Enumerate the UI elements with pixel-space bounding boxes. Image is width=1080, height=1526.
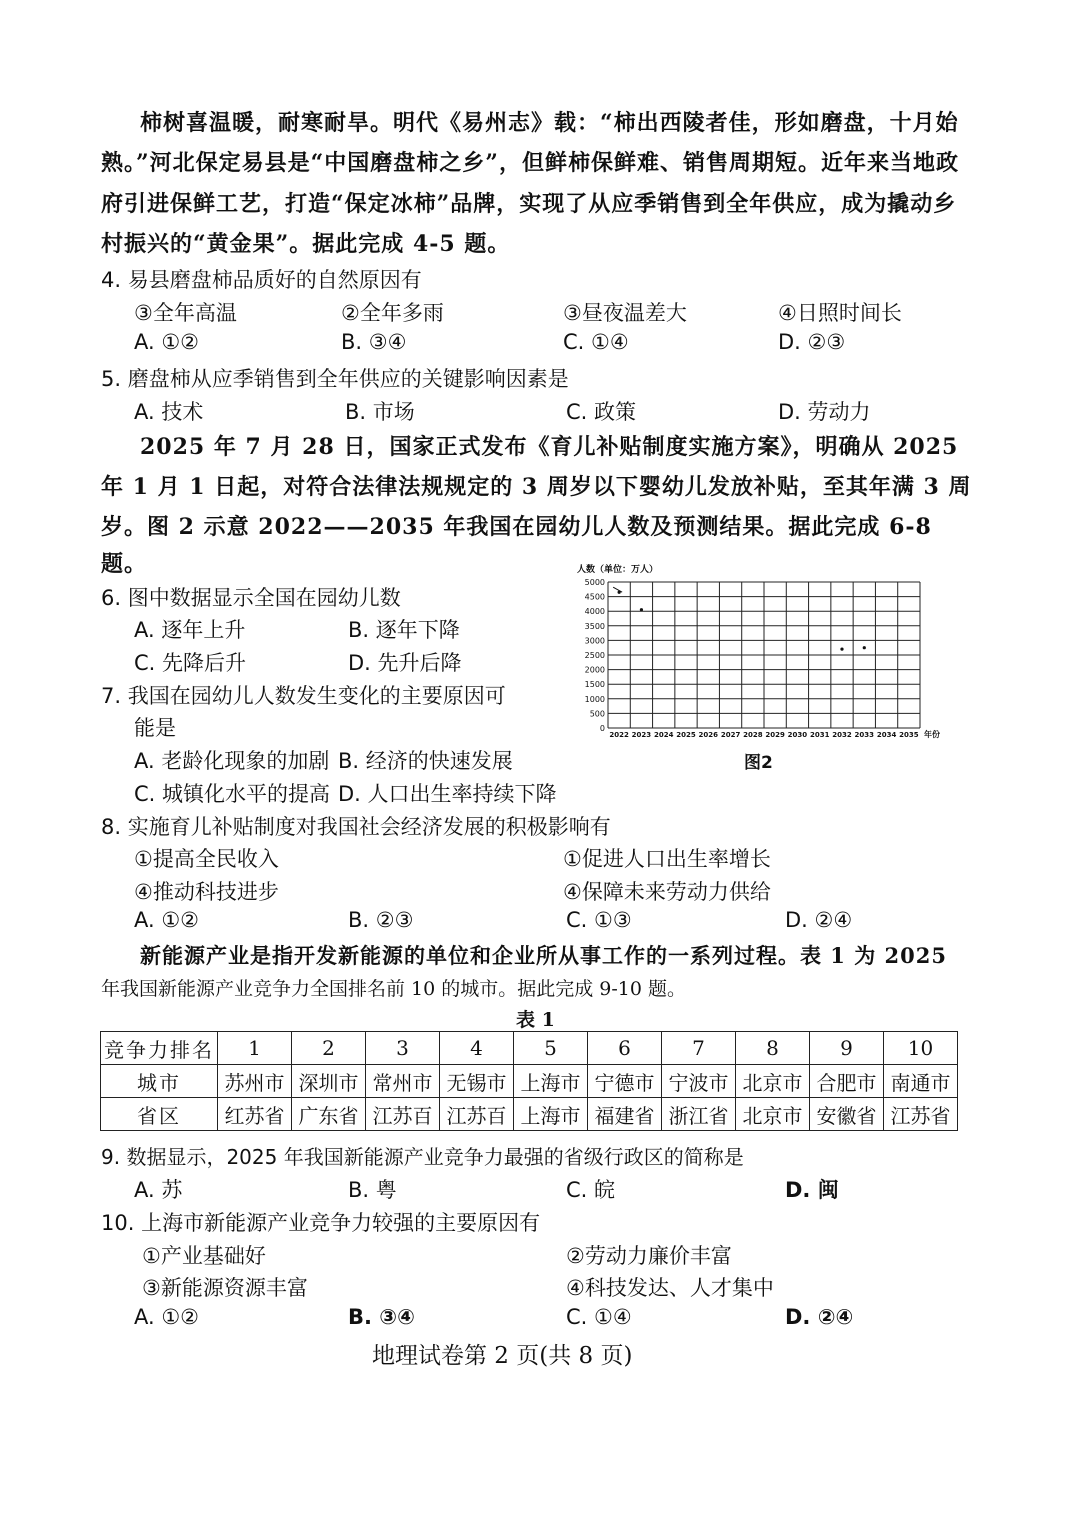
q8-option-d[interactable]: D. ②④ — [785, 908, 853, 932]
chart-x-tick: 2032 — [832, 731, 852, 739]
chart-point — [863, 646, 866, 649]
chart-y-tick: 4500 — [584, 592, 605, 602]
table1-province-row — [101, 1098, 958, 1131]
chart-y-tick: 5000 — [584, 578, 605, 587]
table1-cell: 浙江省 — [662, 1098, 736, 1131]
chart-y-tick: 4000 — [584, 607, 605, 617]
q9-option-d[interactable]: D. 闽 — [785, 1178, 839, 1202]
chart-x-tick: 2024 — [653, 731, 674, 739]
q8-item-1: ①提高全民收入 — [134, 847, 279, 871]
table1 — [100, 1031, 958, 1131]
chart-y-tick: 1500 — [584, 680, 605, 690]
passage2-line1: 2025 年 7 月 28 日，国家正式发布《育儿补贴制度实施方案》，明确从 2025 — [140, 434, 959, 460]
table1-cell: 10 — [884, 1032, 958, 1065]
table1-cell: 南通市 — [884, 1065, 958, 1098]
table1-cell: 红苏省 — [218, 1098, 292, 1131]
table1-rank-row — [101, 1032, 958, 1065]
table1-cell: 北京市 — [736, 1065, 810, 1098]
table1-cell: 5 — [514, 1032, 588, 1065]
table1-city-header: 城市 — [101, 1065, 218, 1098]
chart-x-tick: 2023 — [631, 731, 652, 739]
passage2-line2: 年 1 月 1 日起，对符合法律法规规定的 3 周岁以下婴幼儿发放补贴，至其年满 3 周 — [101, 474, 972, 500]
passage3-line2: 年我国新能源产业竞争力全国排名前 10 的城市。据此完成 9-10 题。 — [101, 978, 687, 1000]
q9-option-b[interactable]: B. 粤 — [348, 1178, 397, 1202]
table1-cell: 江苏百 — [440, 1098, 514, 1131]
chart-y-tick: 2500 — [584, 651, 605, 660]
table1-cell: 宁德市 — [588, 1065, 662, 1098]
q5-option-d[interactable]: D. 劳动力 — [778, 400, 871, 424]
q4-item-4: ④日照时间长 — [778, 301, 902, 325]
chart-y-tick: 500 — [589, 709, 605, 719]
q8-item-3: ④推动科技进步 — [134, 880, 279, 904]
table1-cell: 广东省 — [292, 1098, 366, 1131]
chart-x-tick: 2033 — [854, 731, 875, 739]
q6-option-a[interactable]: A. 逐年上升 — [134, 618, 246, 642]
q6-option-b[interactable]: B. 逐年下降 — [348, 618, 460, 642]
table1-cell: 宁波市 — [662, 1065, 736, 1098]
q4-stem: 4. 易县磨盘柿品质好的自然原因有 — [101, 268, 422, 292]
chart-x-tick: 2031 — [809, 731, 830, 739]
q7-option-a[interactable]: A. 老龄化现象的加剧 — [134, 749, 330, 773]
table1-cell: 1 — [218, 1032, 292, 1065]
q5-option-a[interactable]: A. 技术 — [134, 400, 204, 424]
passage3-line1: 新能源产业是指开发新能源的单位和企业所从事工作的一系列过程。表 1 为 2025 — [140, 943, 947, 968]
chart-x-tick: 2022 — [609, 731, 629, 739]
table1-cell: 无锡市 — [440, 1065, 514, 1098]
chart-point — [840, 648, 843, 651]
chart-y-tick: 0 — [599, 724, 605, 733]
q6-option-d[interactable]: D. 先升后降 — [348, 651, 462, 675]
table1-cell: 江苏省 — [884, 1098, 958, 1131]
table1-cell: 2 — [292, 1032, 366, 1065]
chart-x-tick: 2028 — [743, 731, 763, 739]
chart-x-tick: 2029 — [765, 731, 785, 739]
chart-y-label: 人数（单位：万人） — [577, 565, 659, 575]
table1-cell: 上海市 — [514, 1065, 588, 1098]
chart-y-tick: 3000 — [584, 636, 605, 646]
table1-city-row — [101, 1065, 958, 1098]
q4-option-a[interactable]: A. ①② — [134, 330, 199, 354]
table1-cell: 3 — [366, 1032, 440, 1065]
q9-option-c[interactable]: C. 皖 — [566, 1178, 616, 1202]
q8-option-c[interactable]: C. ①③ — [566, 908, 632, 932]
chart-x-tick: 2034 — [876, 731, 897, 739]
passage1-line1: 柿树喜温暖，耐寒耐旱。明代《易州志》载：“柿出西陵者佳，形如磨盘，十月始 — [140, 110, 959, 136]
q7-option-c[interactable]: C. 城镇化水平的提高 — [134, 782, 331, 806]
q8-option-a[interactable]: A. ①② — [134, 908, 199, 932]
q6-option-c[interactable]: C. 先降后升 — [134, 651, 247, 675]
chart-x-tick: 2027 — [720, 731, 741, 739]
q8-item-2: ①促进人口出生率增长 — [563, 847, 771, 871]
q4-item-3: ③昼夜温差大 — [563, 301, 687, 325]
q10-stem: 10. 上海市新能源产业竞争力较强的主要原因有 — [101, 1211, 541, 1235]
q5-option-b[interactable]: B. 市场 — [345, 400, 415, 424]
q4-option-c[interactable]: C. ①④ — [563, 330, 629, 354]
table1-cell: 合肥市 — [810, 1065, 884, 1098]
q10-option-b[interactable]: B. ③④ — [348, 1305, 415, 1329]
q10-item-3: ③新能源资源丰富 — [142, 1276, 308, 1300]
q5-stem: 5. 磨盘柿从应季销售到全年供应的关键影响因素是 — [101, 367, 569, 391]
q4-item-2: ②全年多雨 — [341, 301, 444, 325]
q10-item-1: ①产业基础好 — [142, 1244, 266, 1268]
q7-option-b[interactable]: B. 经济的快速发展 — [338, 749, 513, 773]
page-footer: 地理试卷第 2 页(共 8 页) — [372, 1343, 633, 1369]
passage1-line3: 府引进保鲜工艺，打造“保定冰柿”品牌，实现了从应季销售到全年供应，成为撬动乡 — [101, 191, 957, 217]
passage1-line4: 村振兴的“黄金果”。据此完成 4-5 题。 — [101, 231, 511, 257]
table1-cell: 福建省 — [588, 1098, 662, 1131]
q4-option-b[interactable]: B. ③④ — [341, 330, 407, 354]
q5-option-c[interactable]: C. 政策 — [566, 400, 637, 424]
chart-pointer-mark — [613, 587, 622, 592]
table1-cell: 苏州市 — [218, 1065, 292, 1098]
table1-province-header: 省区 — [101, 1098, 218, 1131]
chart-x-tick: 2025 — [676, 731, 696, 739]
chart-x-tick: 2035 — [899, 731, 919, 739]
table1-title: 表 1 — [516, 1009, 555, 1031]
q10-option-a[interactable]: A. ①② — [134, 1305, 199, 1329]
chart-y-tick: 3500 — [584, 621, 605, 631]
table1-cell: 深圳市 — [292, 1065, 366, 1098]
q4-option-d[interactable]: D. ②③ — [778, 330, 846, 354]
population-chart — [575, 560, 955, 745]
q8-stem: 8. 实施育儿补贴制度对我国社会经济发展的积极影响有 — [101, 815, 611, 839]
table1-cell: 8 — [736, 1032, 810, 1065]
chart-x-tick: 2030 — [787, 731, 808, 739]
chart-point — [640, 608, 643, 611]
table1-cell: 9 — [810, 1032, 884, 1065]
q8-option-b[interactable]: B. ②③ — [348, 908, 414, 932]
q10-option-c[interactable]: C. ①④ — [566, 1305, 632, 1329]
q10-item-4: ④科技发达、人才集中 — [566, 1276, 774, 1300]
passage1-line2: 熟。”河北保定易县是“中国磨盘柿之乡”，但鲜柿保鲜难、销售周期短。近年来当地政 — [101, 150, 959, 176]
q10-option-d[interactable]: D. ②④ — [785, 1305, 854, 1329]
q9-option-a[interactable]: A. 苏 — [134, 1178, 183, 1202]
q10-item-2: ②劳动力廉价丰富 — [566, 1244, 732, 1268]
table1-cell: 6 — [588, 1032, 662, 1065]
chart-y-tick: 2000 — [584, 665, 605, 675]
table1-rank-header: 竞争力排名 — [101, 1032, 218, 1065]
q6-stem: 6. 图中数据显示全国在园幼儿数 — [101, 586, 401, 610]
chart-x-tick: 2026 — [698, 731, 719, 739]
q7-stem-line2: 能是 — [134, 716, 176, 740]
table1-cell: 安徽省 — [810, 1098, 884, 1131]
q8-item-4: ④保障未来劳动力供给 — [563, 880, 771, 904]
table1-cell: 常州市 — [366, 1065, 440, 1098]
chart-y-tick: 1000 — [584, 694, 605, 704]
q7-stem-line1: 7. 我国在园幼儿人数发生变化的主要原因可 — [101, 684, 506, 708]
passage2-line4: 题。 — [101, 551, 148, 577]
table1-cell: 4 — [440, 1032, 514, 1065]
table1-cell: 北京市 — [736, 1098, 810, 1131]
passage2-line3: 岁。图 2 示意 2022——2035 年我国在园幼儿人数及预测结果。据此完成 6-8 — [101, 514, 932, 540]
table1-cell: 上海市 — [514, 1098, 588, 1131]
chart-x-label: 年份 — [924, 730, 940, 739]
q9-stem: 9. 数据显示，2025 年我国新能源产业竞争力最强的省级行政区的简称是 — [101, 1145, 744, 1169]
q4-item-1: ③全年高温 — [134, 301, 237, 325]
q7-option-d[interactable]: D. 人口出生率持续下降 — [338, 782, 557, 806]
table1-cell: 江苏百 — [366, 1098, 440, 1131]
chart-caption: 图2 — [744, 753, 773, 773]
table1-cell: 7 — [662, 1032, 736, 1065]
